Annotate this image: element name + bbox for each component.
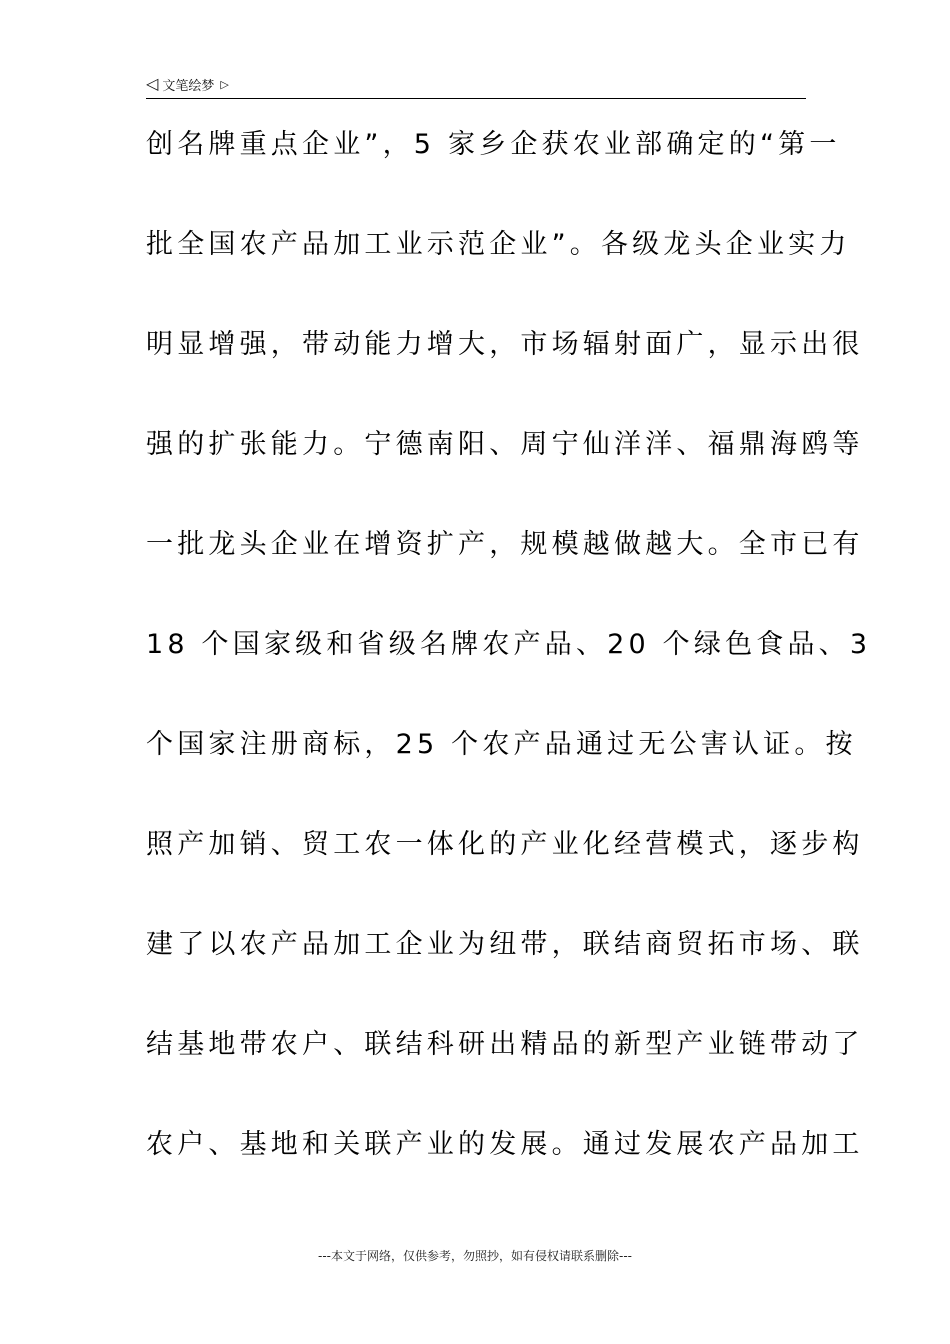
page-header [146,72,229,96]
text-line: 一批龙头企业在增资扩产，规模越做越大。全市已有 [146,529,864,560]
header-divider [146,98,806,99]
text-line: 创名牌重点企业”，5 家乡企获农业部确定的“第一 [146,129,841,160]
page-footer: ---本文于网络，仅供参考，勿照抄，如有侵权请联系删除--- [318,1249,632,1263]
right-triangle-icon: ▷ [220,77,229,91]
text-line: 建了以农产品加工企业为纽带，联结商贸拓市场、联 [146,929,864,960]
text-line: 明显增强，带动能力增大，市场辐射面广，显示出很 [146,329,864,360]
text-line: 18 个国家级和省级名牌农产品、20 个绿色食品、3 [146,629,872,660]
text-line: 照产加销、贸工农一体化的产业化经营模式，逐步构 [146,829,864,860]
text-line: 个国家注册商标，25 个农产品通过无公害认证。按 [146,729,857,760]
text-line: 农户、基地和关联产业的发展。通过发展农产品加工 [146,1129,864,1160]
header-title: 文笔绘梦 [162,78,215,94]
document-body [146,118,872,1218]
text-line: 批全国农产品加工业示范企业”。各级龙头企业实力 [146,229,851,260]
text-line: 结基地带农户、联结科研出精品的新型产业链带动了 [146,1029,864,1060]
text-line: 强的扩张能力。宁德南阳、周宁仙洋洋、福鼎海鸥等 [146,429,864,460]
left-triangle-icon: ◁ [146,74,159,93]
